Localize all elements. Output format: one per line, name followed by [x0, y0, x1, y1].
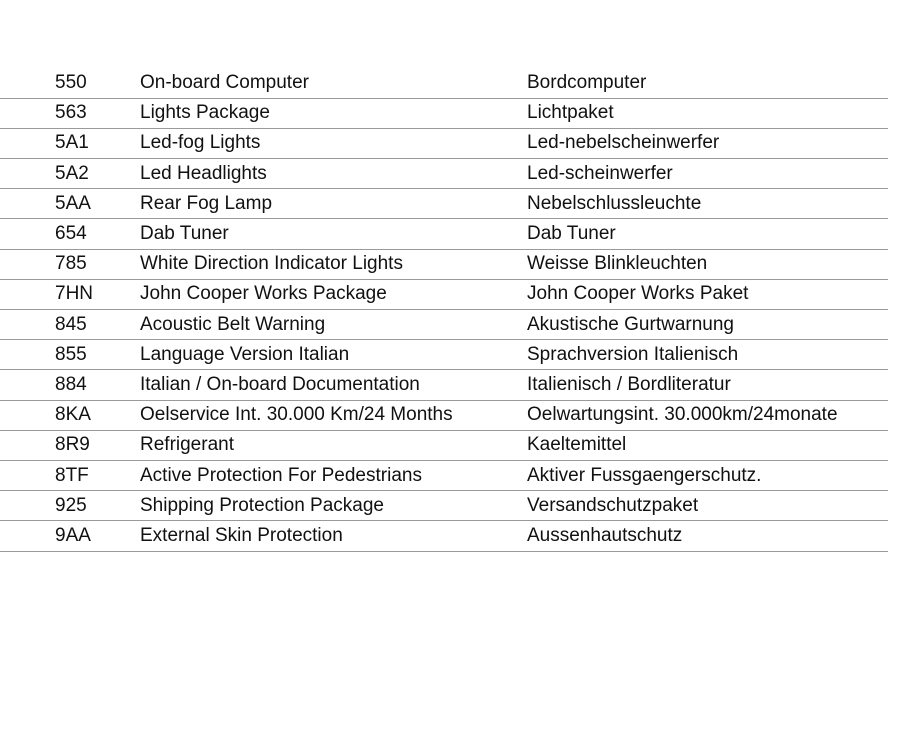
table-row — [0, 249, 888, 279]
option-code: 563 — [0, 98, 140, 128]
option-name-german: Sprachversion Italienisch — [527, 340, 888, 370]
option-name-german: Lichtpaket — [527, 98, 888, 128]
option-code: 9AA — [0, 521, 140, 551]
option-name-german: Nebelschlussleuchte — [527, 189, 888, 219]
option-name-english: On-board Computer — [140, 68, 527, 98]
option-name-english: External Skin Protection — [140, 521, 527, 551]
table-row — [0, 219, 888, 249]
option-name-german: Led-nebelscheinwerfer — [527, 128, 888, 158]
option-name-german: Akustische Gurtwarnung — [527, 310, 888, 340]
option-name-german: Bordcomputer — [527, 68, 888, 98]
option-name-german: Led-scheinwerfer — [527, 159, 888, 189]
table-row — [0, 370, 888, 400]
option-name-english: Refrigerant — [140, 430, 527, 460]
option-code: 5A2 — [0, 159, 140, 189]
option-name-german: Oelwartungsint. 30.000km/24monate — [527, 400, 888, 430]
table-row — [0, 340, 888, 370]
option-name-german: Kaeltemittel — [527, 430, 888, 460]
table-row — [0, 68, 888, 98]
option-code: 5A1 — [0, 128, 140, 158]
option-name-german: Dab Tuner — [527, 219, 888, 249]
option-code: 654 — [0, 219, 140, 249]
option-name-german: Italienisch / Bordliteratur — [527, 370, 888, 400]
table-row — [0, 128, 888, 158]
table-row — [0, 279, 888, 309]
option-name-english: Language Version Italian — [140, 340, 527, 370]
table-row — [0, 310, 888, 340]
option-code: 5AA — [0, 189, 140, 219]
option-code: 785 — [0, 249, 140, 279]
table-row — [0, 430, 888, 460]
option-name-german: Aktiver Fussgaengerschutz. — [527, 460, 888, 490]
option-name-english: Acoustic Belt Warning — [140, 310, 527, 340]
table-row — [0, 159, 888, 189]
table-row — [0, 189, 888, 219]
option-code: 8KA — [0, 400, 140, 430]
option-name-english: Led-fog Lights — [140, 128, 527, 158]
option-name-english: Active Protection For Pedestrians — [140, 460, 527, 490]
option-code: 8R9 — [0, 430, 140, 460]
option-name-german: John Cooper Works Paket — [527, 279, 888, 309]
option-name-english: White Direction Indicator Lights — [140, 249, 527, 279]
option-name-german: Aussenhautschutz — [527, 521, 888, 551]
table-row — [0, 98, 888, 128]
table-row — [0, 521, 888, 551]
table-row — [0, 491, 888, 521]
options-table-body — [0, 68, 888, 551]
option-name-english: Lights Package — [140, 98, 527, 128]
option-name-english: Dab Tuner — [140, 219, 527, 249]
option-name-german: Weisse Blinkleuchten — [527, 249, 888, 279]
option-name-english: Oelservice Int. 30.000 Km/24 Months — [140, 400, 527, 430]
option-code: 8TF — [0, 460, 140, 490]
option-code: 7HN — [0, 279, 140, 309]
option-name-german: Versandschutzpaket — [527, 491, 888, 521]
option-code: 845 — [0, 310, 140, 340]
option-code: 550 — [0, 68, 140, 98]
option-name-english: Italian / On-board Documentation — [140, 370, 527, 400]
option-code: 884 — [0, 370, 140, 400]
option-code: 855 — [0, 340, 140, 370]
table-row — [0, 460, 888, 490]
option-name-english: Rear Fog Lamp — [140, 189, 527, 219]
table-row — [0, 400, 888, 430]
option-name-english: John Cooper Works Package — [140, 279, 527, 309]
option-code: 925 — [0, 491, 140, 521]
option-name-english: Led Headlights — [140, 159, 527, 189]
options-table — [0, 68, 888, 552]
option-name-english: Shipping Protection Package — [140, 491, 527, 521]
